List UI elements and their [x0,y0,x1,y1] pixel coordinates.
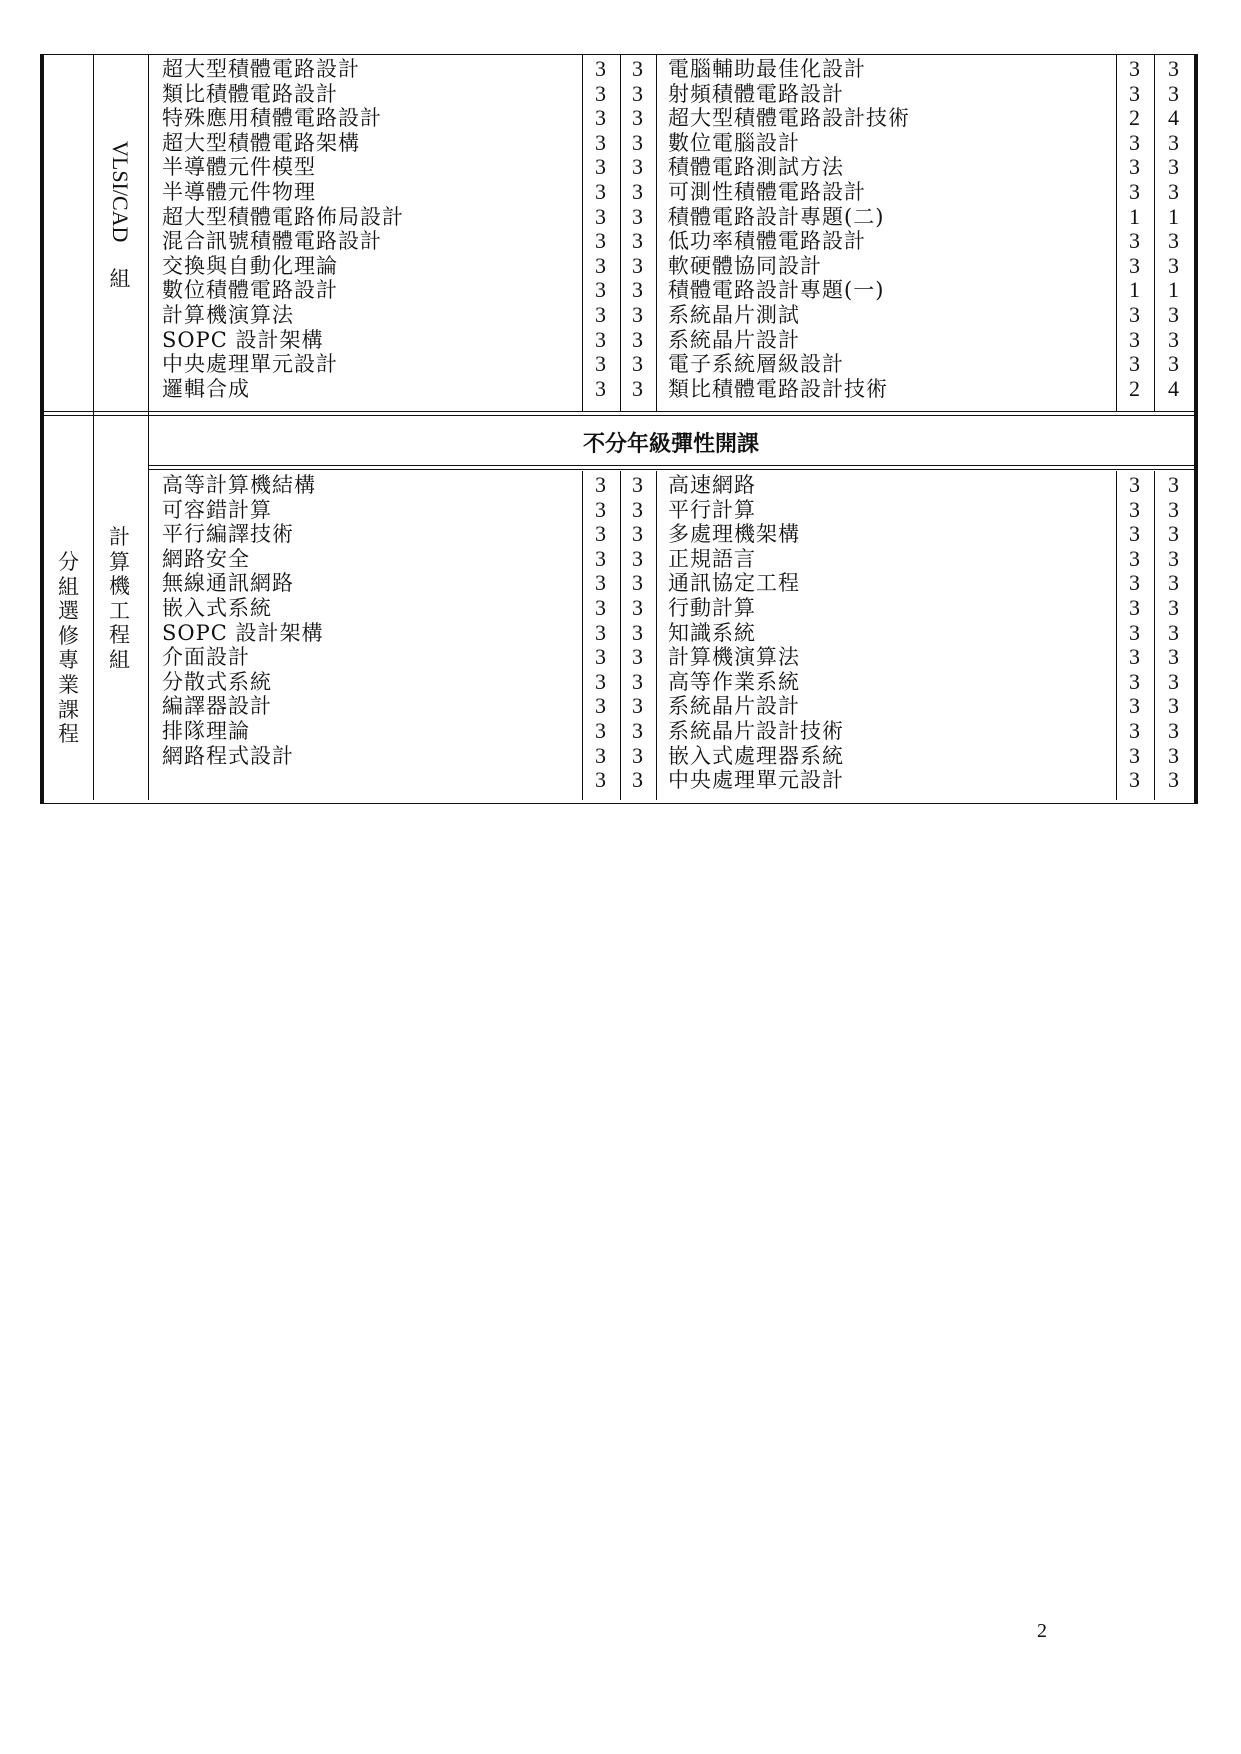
hours-value: 3 [1168,301,1180,327]
ce-left-col-b [620,473,656,793]
credit-value: 3 [595,668,607,694]
credit-value: 3 [595,644,607,670]
course-name: 無線通訊網路 [162,571,294,596]
credit-value: 1 [1129,203,1141,229]
credit-value: 3 [595,521,607,547]
col-divider-5 [656,55,657,411]
course-name: 超大型積體電路設計 [162,57,360,81]
hours-value: 3 [1168,178,1180,204]
course-name: 混合訊號積體電路設計 [162,229,382,254]
vlsi-label-latin: VLSI/CAD [108,141,133,243]
course-name: 嵌入式系統 [162,595,272,620]
course-name: 知識系統 [668,620,756,645]
hours-value: 3 [1168,717,1180,743]
hours-value: 3 [632,742,644,768]
hours-value: 3 [632,619,644,645]
credit-value: 3 [595,351,607,377]
vlsi-right-col-b [1154,57,1194,401]
credit-value: 3 [1129,228,1141,254]
credit-value: 3 [1129,129,1141,155]
credit-value: 3 [1129,619,1141,645]
course-name: 計算機演算法 [162,302,294,327]
ce-right-col-b [1154,473,1194,793]
credit-value: 3 [595,570,607,596]
hours-value: 3 [1168,521,1180,547]
hours-value: 3 [632,228,644,254]
credit-value: 3 [1129,693,1141,719]
col-divider-10 [656,471,657,800]
credit-value: 3 [1129,668,1141,694]
section-label [57,550,81,747]
hours-value: 3 [1168,693,1180,719]
course-name: 交換與自動化理論 [162,253,338,278]
section-label-char: 分 [58,550,80,574]
page-number: 2 [1037,1620,1047,1642]
ce-label-char: 組 [109,647,131,672]
credit-value: 3 [1129,742,1141,768]
hours-value: 3 [632,154,644,180]
course-name: 網路程式設計 [162,743,294,768]
ce-label-char: 算 [109,549,131,574]
section-label-char: 修 [58,623,80,648]
hours-value: 3 [1168,496,1180,522]
section-label-char: 組 [58,574,80,599]
hours-value: 1 [1168,203,1180,229]
course-name: 射頻積體電路設計 [668,81,844,106]
credit-value: 3 [1129,594,1141,620]
hours-value: 3 [1168,56,1180,81]
hours-value: 3 [1168,644,1180,670]
credit-value: 3 [1129,521,1141,547]
credit-value: 3 [595,80,607,106]
credit-value: 3 [595,129,607,155]
hours-value: 3 [632,129,644,155]
course-name: 數位積體電路設計 [162,278,338,303]
section-label-char: 課 [58,697,80,722]
course-name: 邏輯合成 [162,376,250,401]
hours-value: 3 [632,668,644,694]
course-name: 類比積體電路設計技術 [668,376,888,401]
course-name: 類比積體電路設計 [162,81,338,106]
hours-value: 4 [1168,105,1180,131]
course-name: 電子系統層級設計 [668,352,844,377]
hours-value: 3 [632,545,644,571]
section-label-char: 選 [58,599,80,624]
credit-value: 3 [595,472,607,497]
course-name: 積體電路設計專題(一) [668,278,885,303]
credit-value: 3 [1129,545,1141,571]
credit-value: 3 [595,326,607,352]
vlsi-left-col-a [582,57,620,401]
col-divider-1 [93,55,94,800]
credit-value: 3 [1129,717,1141,743]
credit-value: 3 [1129,496,1141,522]
hours-value: 3 [1168,594,1180,620]
course-name: 電腦輔助最佳化設計 [668,57,866,81]
section-label-char: 業 [58,672,80,697]
hours-value: 3 [632,693,644,719]
credit-value: 3 [595,178,607,204]
course-name: 平行計算 [668,497,756,522]
hours-value: 3 [632,717,644,743]
credit-value: 3 [1129,252,1141,278]
course-name: 平行編譯技術 [162,522,294,547]
hours-value: 3 [632,105,644,131]
hours-value: 3 [632,326,644,352]
credit-value: 3 [1129,767,1141,793]
credit-value: 3 [595,56,607,81]
course-name: 正規語言 [668,546,756,571]
hours-value: 3 [1168,129,1180,155]
vlsi-label-cjk: 組 [109,267,131,291]
ce-group-label [108,525,132,673]
credit-value: 3 [595,717,607,743]
credit-value: 2 [1129,105,1141,131]
course-table [40,54,1198,804]
course-name: 高等作業系統 [668,669,800,694]
credit-value: 3 [1129,80,1141,106]
hours-value: 3 [1168,326,1180,352]
hours-value: 1 [1168,277,1180,303]
credit-value: 3 [595,594,607,620]
ce-label-char: 計 [109,525,131,549]
course-name: 可測性積體電路設計 [668,179,866,204]
credit-value: 3 [595,154,607,180]
credit-value: 3 [1129,178,1141,204]
section-label-char: 程 [58,722,80,747]
credit-value: 3 [1129,570,1141,596]
course-name: 超大型積體電路架構 [162,130,360,155]
credit-value: 3 [595,619,607,645]
hours-value: 3 [632,203,644,229]
hours-value: 3 [632,570,644,596]
hours-value: 3 [632,767,644,793]
section-label-char: 專 [58,648,80,673]
course-name: 可容錯計算 [162,497,272,522]
course-name: 系統晶片設計技術 [668,718,844,743]
hours-value: 3 [632,252,644,278]
ce-left-names [162,473,572,793]
course-name [162,768,572,793]
course-name: 介面設計 [162,645,250,670]
course-name: 積體電路測試方法 [668,155,844,180]
credit-value: 3 [595,375,607,401]
banner-line-2 [148,469,1194,470]
credit-value: 2 [1129,375,1141,401]
ce-label-char: 程 [109,623,131,648]
hours-value: 3 [632,351,644,377]
course-name: 分散式系統 [162,669,272,694]
credit-value: 3 [1129,351,1141,377]
credit-value: 3 [1129,301,1141,327]
course-name: 編譯器設計 [162,694,272,719]
vlsi-group-label [107,141,133,242]
course-name: 中央處理單元設計 [668,768,844,793]
hours-value: 3 [632,594,644,620]
ce-right-col-a [1116,473,1154,793]
credit-value: 3 [1129,326,1141,352]
course-name: 系統晶片設計 [668,694,800,719]
hours-value: 3 [632,496,644,522]
section-separator [44,411,1194,416]
credit-value: 3 [595,203,607,229]
course-name: 計算機演算法 [668,645,800,670]
credit-value: 3 [595,545,607,571]
credit-value: 3 [595,767,607,793]
hours-value: 3 [1168,252,1180,278]
ce-label-char: 工 [109,598,131,623]
course-name: 排隊理論 [162,718,250,743]
course-name: 超大型積體電路設計技術 [668,106,910,131]
ce-label-char: 機 [109,574,131,599]
hours-value: 3 [632,301,644,327]
course-name: SOPC 設計架構 [162,327,324,352]
credit-value: 3 [595,693,607,719]
hours-value: 3 [632,521,644,547]
hours-value: 3 [632,644,644,670]
banner-title: 不分年級彈性開課 [582,432,759,457]
credit-value: 3 [595,496,607,522]
hours-value: 3 [1168,472,1180,497]
course-name: 半導體元件模型 [162,155,316,180]
course-name: 網路安全 [162,546,250,571]
course-name: 積體電路設計專題(二) [668,204,885,229]
hours-value: 3 [1168,767,1180,793]
vlsi-left-col-b [620,57,656,401]
hours-value: 3 [1168,80,1180,106]
credit-value: 3 [595,301,607,327]
credit-value: 3 [595,742,607,768]
hours-value: 3 [1168,742,1180,768]
course-name: 軟硬體協同設計 [668,253,822,278]
course-name: 行動計算 [668,595,756,620]
credit-value: 3 [595,105,607,131]
hours-value: 3 [632,375,644,401]
hours-value: 3 [1168,228,1180,254]
vlsi-right-col-a [1116,57,1154,401]
course-name: 特殊應用積體電路設計 [162,106,382,131]
hours-value: 3 [1168,154,1180,180]
course-name: 半導體元件物理 [162,179,316,204]
hours-value: 3 [632,277,644,303]
course-name: 低功率積體電路設計 [668,229,866,254]
credit-value: 3 [595,252,607,278]
banner-line-1 [148,465,1194,466]
course-name: 嵌入式處理器系統 [668,743,844,768]
hours-value: 3 [632,472,644,497]
credit-value: 3 [1129,644,1141,670]
credit-value: 3 [595,228,607,254]
ce-right-names [668,473,1108,793]
hours-value: 3 [1168,351,1180,377]
course-name: 高等計算機結構 [162,473,316,497]
course-name: 系統晶片設計 [668,327,800,352]
course-name: 通訊協定工程 [668,571,800,596]
credit-value: 3 [595,277,607,303]
hours-value: 3 [632,178,644,204]
credit-value: 3 [1129,154,1141,180]
course-name: 系統晶片測試 [668,302,800,327]
course-name: 超大型積體電路佈局設計 [162,204,404,229]
credit-value: 3 [1129,56,1141,81]
credit-value: 3 [1129,472,1141,497]
hours-value: 4 [1168,375,1180,401]
course-name: 多處理機架構 [668,522,800,547]
hours-value: 3 [1168,570,1180,596]
course-name: SOPC 設計架構 [162,620,324,645]
hours-value: 3 [632,80,644,106]
hours-value: 3 [1168,668,1180,694]
vlsi-right-names [668,57,1108,401]
hours-value: 3 [632,56,644,81]
hours-value: 3 [1168,619,1180,645]
course-name: 高速網路 [668,473,756,497]
vlsi-left-names [162,57,572,401]
hours-value: 3 [1168,545,1180,571]
course-name: 數位電腦設計 [668,130,800,155]
course-name: 中央處理單元設計 [162,352,338,377]
credit-value: 1 [1129,277,1141,303]
ce-left-col-a [582,473,620,793]
